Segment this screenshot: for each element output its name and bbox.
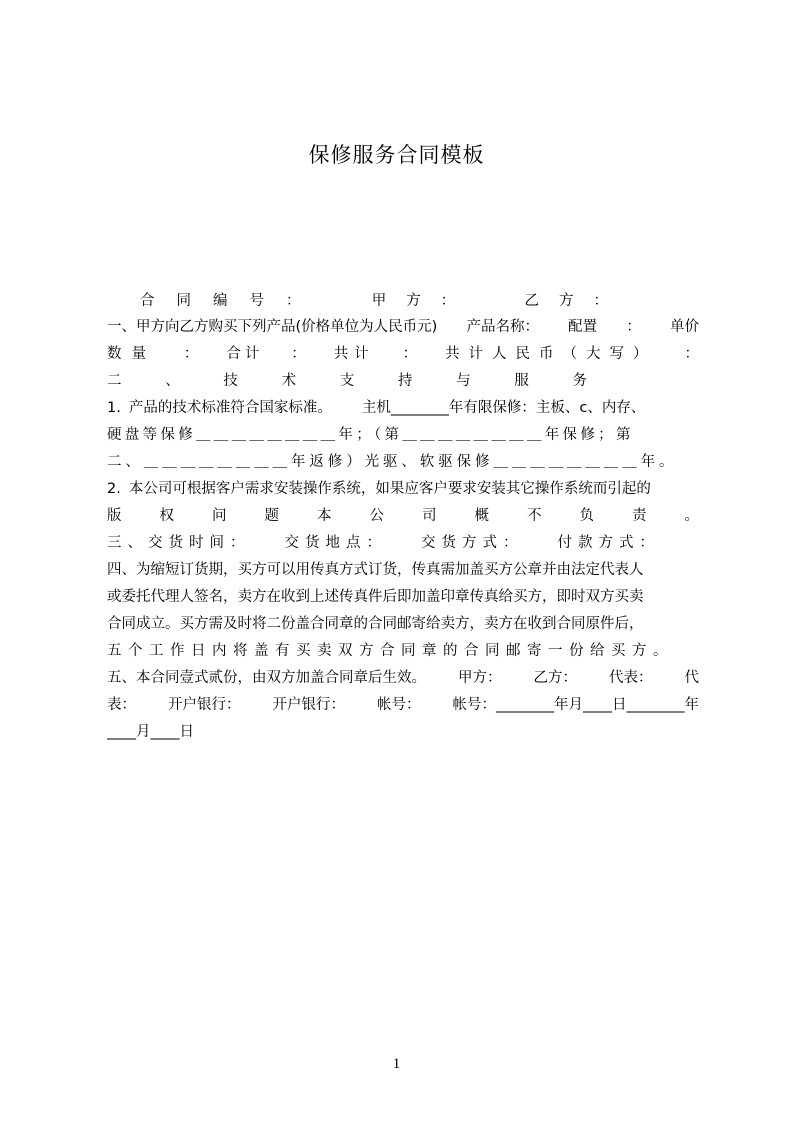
section-2-heading [107,369,587,393]
warranty-text-2: 二、＿＿＿＿＿＿＿＿年返修）光驱、软驱保修＿＿＿＿＿＿＿＿年。 [107,454,678,470]
date-text: ____月____日 [107,724,194,740]
quantity-colon: ： [183,346,199,362]
subtotal-label: 合计 [226,346,264,362]
account-a-label: 帐号： [377,697,421,713]
subtotal-colon: ： [291,346,306,362]
copyright-char: 不 [527,508,542,524]
unit-price-label: 单价 [670,319,699,335]
clause-4-line-3 [107,612,699,636]
copyright-char: 概 [474,508,489,524]
clause-4-text-1: 四、为缩短订货期，买方可以用传真方式订货，传真需加盖买方公章并由法定代表人 [107,562,644,578]
delivery-time-label: 三、交货时间： [107,535,251,551]
page-number: 1 [392,1056,401,1072]
quantity-label: 数量 [107,346,156,362]
warranty-line-1 [107,423,699,447]
warranty-line-2 [107,450,699,474]
copyright-char: 负 [579,508,594,524]
copyright-char: 权 [159,508,174,524]
copyright-char: 公 [369,508,384,524]
copyright-char: 问 [212,508,227,524]
delivery-method-label: 交货方式： [421,535,524,551]
clause-5-text: 五、本合同壹式贰份，由双方加盖合同章后生效。 [107,670,426,686]
item-1-number: 1. [107,400,121,416]
warranty-text-1: 硬盘等保修＿＿＿＿＿＿＿＿年；（第＿＿＿＿＿＿＿＿年保修；第 [107,427,634,443]
clause-4-text-2: 或委托代理人签名，卖方在收到上述传真件后即加盖印章传真给买方，即时双方买卖 [107,589,644,605]
clause-4-text-4: 五个工作日内将盖有买卖双方合同章的合同邮寄一份给买方。 [107,643,674,659]
sign-party-a-label: 甲方： [458,670,502,686]
sign-party-b-label: 乙方： [533,670,577,686]
date-line [107,720,699,744]
item-1-line [107,396,699,420]
copyright-char: 责 [632,508,647,524]
total-label: 共计 [333,346,375,362]
copyright-char: 本 [317,508,332,524]
delivery-place-label: 交货地点： [284,535,387,551]
party-b-label: 乙方： [524,293,628,309]
account-b-date-label: 帐号：________年月____日________年 [452,697,699,713]
item-2-text: 本公司可根据客户需求安装操作系统，如果应客户要求安装其它操作系统而引起的 [128,481,651,497]
heading-char: 技 [223,373,238,389]
quantity-line [107,342,699,366]
clause-1-text: 一、甲方向乙方购买下列产品(价格单位为人民币元) [107,319,438,335]
heading-char: 务 [572,373,587,389]
heading-char: 服 [514,373,529,389]
bank-b-label: 开户银行： [272,697,345,713]
copyright-char: 司 [422,508,437,524]
item-2-number: 2. [107,481,121,497]
heading-char: 与 [456,373,471,389]
clause-1-line [107,315,699,339]
representative-b-label-end: 表： [107,697,136,713]
payment-method-label: 付款方式： [557,535,660,551]
copyright-char: 版 [107,508,122,524]
delivery-line [107,531,660,555]
document-title: 保修服务合同模板 [308,143,485,167]
clause-4-text-3: 合同成立。买方需及时将二份盖合同章的合同邮寄给卖方，卖方在收到合同原件后， [107,616,644,632]
heading-char: 支 [339,373,355,389]
representative-b-label-start: 代 [684,670,699,686]
party-a-label: 甲方： [371,293,476,309]
heading-char: 持 [397,373,413,389]
clause-4-line-2 [107,585,699,609]
bank-account-line [107,693,699,717]
copyright-char: 题 [264,508,279,524]
config-label: 配置 [568,319,598,335]
total-colon: ： [402,346,418,362]
clause-4-line-1 [107,558,699,582]
contract-header-line [140,289,628,313]
bank-a-label: 开户银行： [168,697,241,713]
item-1-text: 产品的技术标准符合国家标准。 [128,400,332,416]
copyright-char: 。 [684,508,699,524]
representative-a-label: 代表： [609,670,653,686]
heading-char: 术 [281,373,297,389]
product-name-label: 产品名称： [466,319,539,335]
total-rmb-colon: ： [684,346,699,362]
copyright-line [107,504,699,528]
contract-number-label: 合同编号： [140,293,323,309]
item-1-warranty: 主机________年有限保修：主板、c、内存、 [361,400,646,416]
heading-char: 二 [107,373,122,389]
total-rmb-label: 共计人民币（大写） [445,346,657,362]
heading-char: 、 [165,373,180,389]
config-colon: ： [626,319,641,335]
item-2-line [107,477,699,501]
clause-5-line [107,666,699,690]
clause-4-line-4 [107,639,699,663]
